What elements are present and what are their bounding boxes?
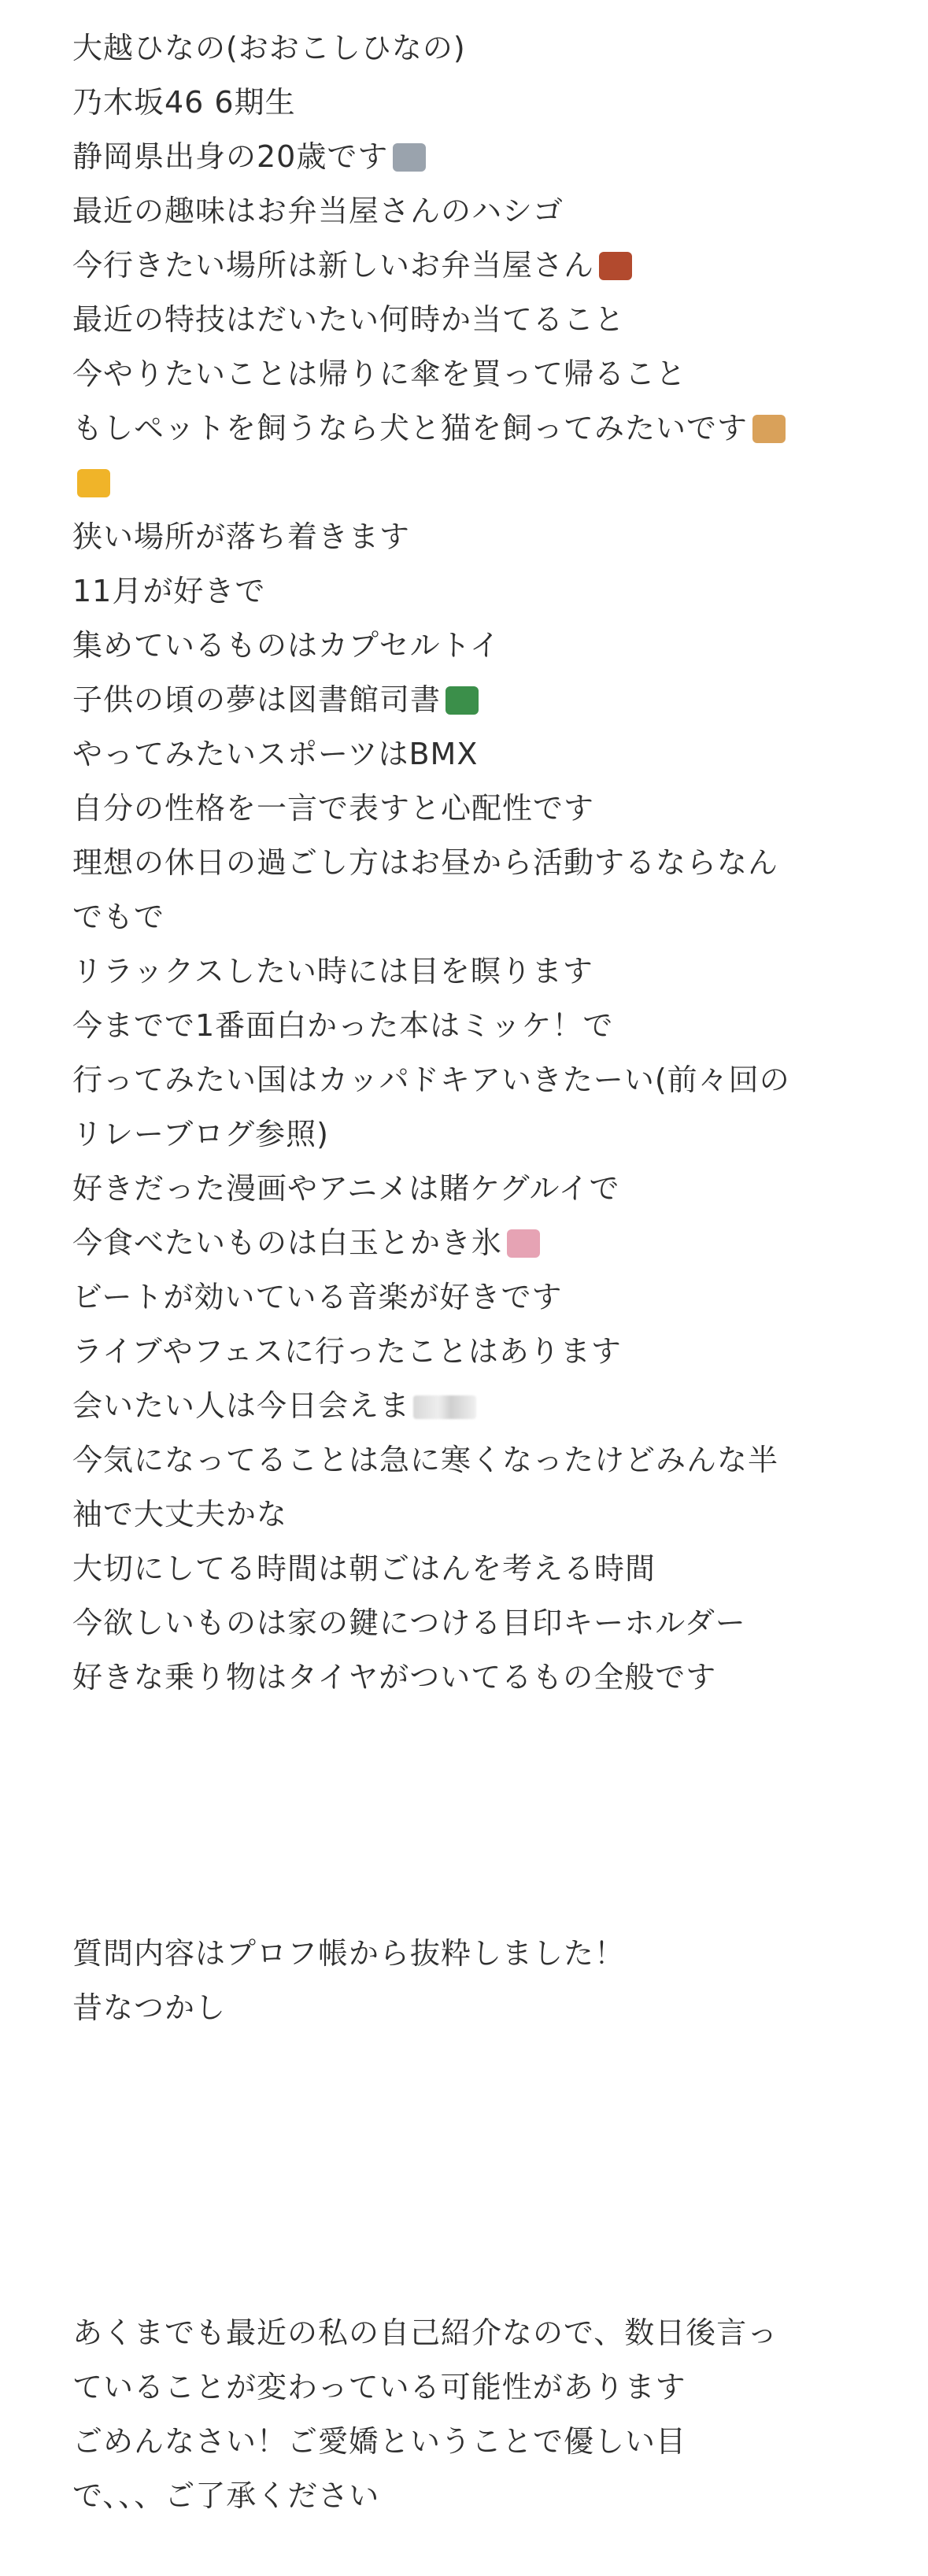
text-line: [72, 1379, 860, 1433]
line-text: 11月が好きで: [72, 574, 266, 608]
text-line: [72, 1053, 860, 1107]
line-text: で、、、ご了承ください: [72, 2478, 380, 2513]
text-line: [72, 1107, 860, 1162]
shaved-ice-icon: [507, 1229, 540, 1258]
text-line: [72, 21, 860, 76]
text-line: [72, 999, 860, 1053]
line-text: 今食べたいものは白玉とかき氷: [72, 1225, 503, 1260]
books-icon: [446, 686, 479, 715]
cat-face-icon: [77, 469, 110, 497]
line-text: 袖で大丈夫かな: [72, 1497, 288, 1532]
line-text: ライブやフェスに行ったことはあります: [72, 1334, 622, 1369]
text-line: [72, 1216, 860, 1270]
line-text: 乃木坂46 6期生: [72, 85, 296, 120]
text-line: [72, 2469, 860, 2523]
line-text: あくまでも最近の私の自己紹介なので、数日後言っ: [72, 2315, 778, 2350]
text-line: [72, 293, 860, 347]
text-line: [72, 1542, 860, 1596]
line-text: リレーブログ参照): [72, 1117, 329, 1151]
line-text: ごめんなさい！ご愛嬌ということで優しい目: [72, 2424, 687, 2459]
text-line: [72, 727, 860, 782]
line-text: ていることが変わっている可能性があります: [72, 2370, 686, 2404]
line-text: 昔なつかし: [72, 1990, 227, 2025]
line-text: やってみたいスポーツはBMX: [72, 737, 479, 771]
profile-text-block: [72, 21, 860, 1705]
line-text: 今行きたい場所は新しいお弁当屋さん: [72, 248, 595, 283]
line-text: 好きだった漫画やアニメは賭ケグルイで: [72, 1171, 620, 1206]
text-line: [72, 456, 860, 510]
line-text: 最近の特技はだいたい何時か当てること: [72, 302, 626, 337]
line-text: もしペットを飼うなら犬と猫を飼ってみたいです: [72, 411, 749, 445]
closing-text-block: [72, 2306, 860, 2523]
line-text: 好きな乗り物はタイヤがついてるもの全般です: [72, 1660, 717, 1695]
line-text: 自分の性格を一言で表すと心配性です: [72, 791, 595, 826]
line-text: 会いたい人は今日会えま: [72, 1388, 411, 1423]
text-line: [72, 1488, 860, 1542]
bento-icon: [599, 252, 632, 280]
text-line: [72, 184, 860, 238]
text-line: [72, 401, 860, 456]
text-line: [72, 2306, 860, 2360]
line-text: でもで: [72, 900, 165, 934]
line-text: 今欲しいものは家の鍵につける目印キーホルダー: [72, 1606, 746, 1640]
text-line: [72, 130, 860, 184]
mountain-icon: [393, 143, 426, 172]
line-text: ビートが効いている音楽が好きです: [72, 1280, 563, 1314]
text-line: [72, 2415, 860, 2469]
text-line: [72, 347, 860, 401]
line-text: 今気になってることは急に寒くなったけどみんな半: [72, 1443, 779, 1477]
line-text: 理想の休日の過ごし方はお昼から活動するならなん: [72, 845, 779, 880]
text-line: [72, 673, 860, 727]
text-line: [72, 944, 860, 999]
text-line: [72, 1325, 860, 1379]
text-line: [72, 1433, 860, 1488]
text-line: [72, 619, 860, 673]
text-line: [72, 1596, 860, 1650]
text-line: [72, 890, 860, 944]
line-text: 最近の趣味はお弁当屋さんのハシゴ: [72, 194, 564, 228]
text-line: [72, 1981, 860, 2035]
text-line: [72, 1270, 860, 1325]
text-line: [72, 782, 860, 836]
text-line: [72, 238, 860, 293]
text-line: [72, 836, 860, 890]
text-line: [72, 564, 860, 619]
line-text: 子供の頃の夢は図書館司書: [72, 682, 442, 717]
note-text-block: [72, 1927, 860, 2035]
line-text: 狭い場所が落ち着きます: [72, 519, 411, 554]
line-text: 今までで1番面白かった本はミッケ！で: [72, 1008, 614, 1043]
line-text: 大切にしてる時間は朝ごはんを考える時間: [72, 1551, 656, 1586]
text-line: [72, 76, 860, 130]
text-line: [72, 1927, 860, 1981]
line-text: 大越ひなの(おおこしひなの): [72, 31, 466, 65]
line-text: 集めているものはカプセルトイ: [72, 628, 501, 663]
line-text: 行ってみたい国はカッパドキアいきたーい(前々回の: [72, 1063, 790, 1097]
line-text: 質問内容はプロフ帳から抜粋しました！: [72, 1936, 626, 1971]
blurred-text: [413, 1395, 476, 1419]
text-line: [72, 1162, 860, 1216]
line-text: 静岡県出身の20歳です: [72, 139, 389, 174]
text-line: [72, 2360, 860, 2415]
text-line: [72, 510, 860, 564]
dog-face-icon: [752, 415, 786, 443]
line-text: 今やりたいことは帰りに傘を買って帰ること: [72, 357, 687, 391]
text-line: [72, 1650, 860, 1705]
line-text: リラックスしたい時には目を瞑ります: [72, 954, 593, 989]
